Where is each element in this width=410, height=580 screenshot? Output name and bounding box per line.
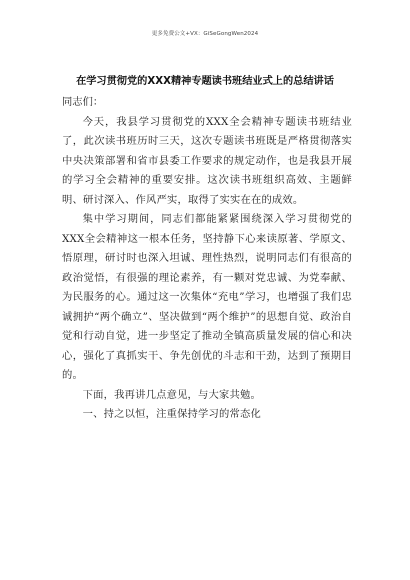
paragraph-3: 下面，我再讲几点意见，与大家共勉。 (82, 388, 262, 401)
document-body (62, 93, 352, 425)
greeting: 同志们： (62, 96, 104, 108)
paragraph-2: 集中学习期间，同志们都能紧紧围绕深入学习贯彻党的XXX全会精神这一根本任务，坚持静下心来读原著、学原文、悟原理，研讨时也深入坦诚、理性热烈，说明同志们有很高的政治觉悟，有很强的理论素养，有一颗对党忠诚、为党奉献、为民服务的心。通过这一次集体“充电”学习，也增强了我们忠诚拥护“两个确立”、坚决做到“两个维护”的思想自觉、政治自觉和行动自觉，进一步坚定了推动全镇高质量发展的信心和决心，强化了真抓实干、争先创优的斗志和干劲，达到了预期目的。 (62, 213, 352, 381)
document-title: 在学习贯彻党的XXX精神专题读书班结业式上的总结讲话 (76, 76, 334, 87)
section-heading: 一、持之以恒，注重保持学习的常态化 (82, 408, 262, 420)
header-note: 更多免费公文+VX：GiSeGongWen2024 (151, 31, 259, 37)
paragraph-1: 今天，我县学习贯彻党的XXX全会精神专题读书班结业了，此次读书班历时三天，这次专题读书班既是严格贯彻落实中央决策部署和省市县委工作要求的规定动作，也是我县开展的学习全会精神的重要安排。这次读书班组织高效、主题鲜明、研讨深入、作风严实，取得了实实在在的成效。 (62, 115, 352, 206)
